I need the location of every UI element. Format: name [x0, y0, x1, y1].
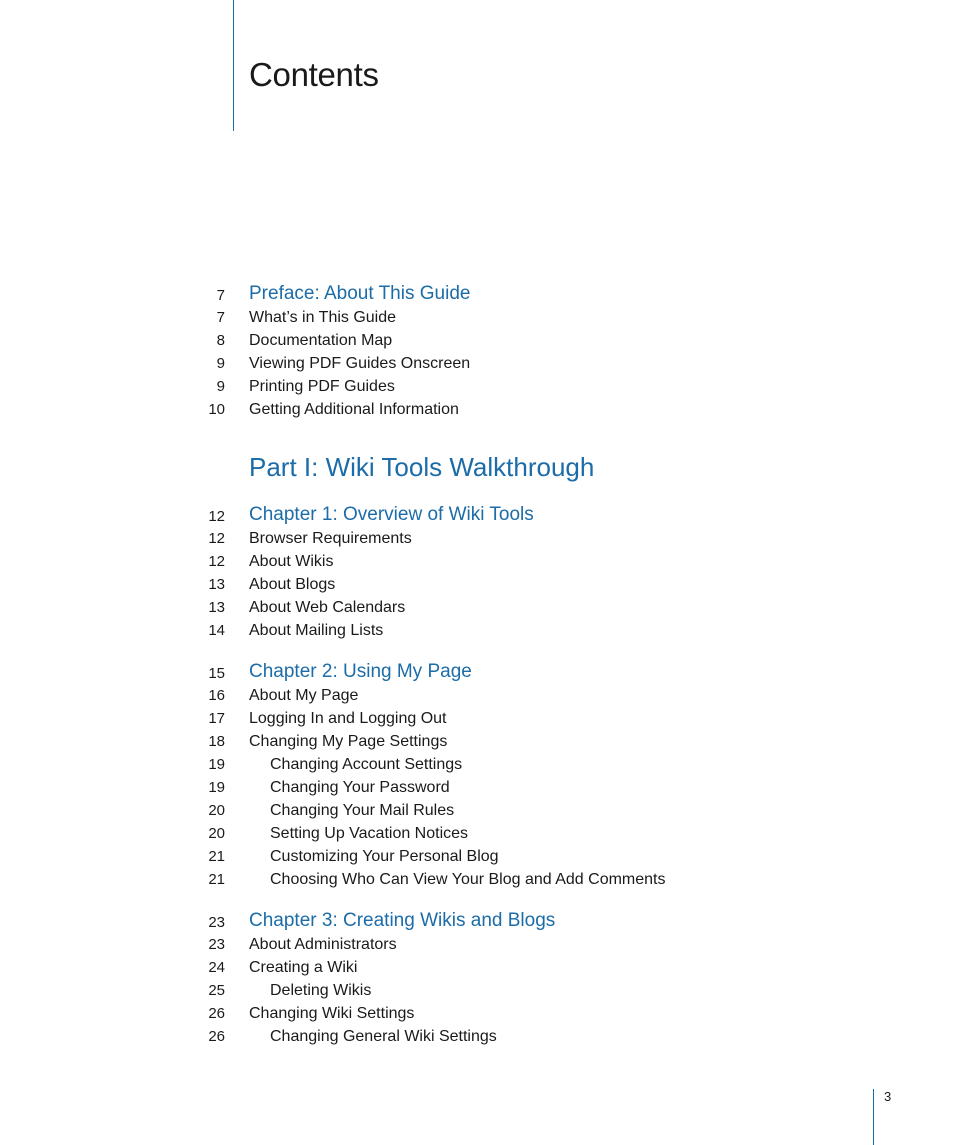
- entry-title: Logging In and Logging Out: [249, 710, 447, 727]
- page-ref: 23: [208, 914, 225, 931]
- entry-title: Browser Requirements: [249, 530, 412, 547]
- page-number: 3: [884, 1089, 892, 1104]
- chapter-title: Chapter 3: Creating Wikis and Blogs: [249, 910, 556, 931]
- chapter-heading[interactable]: [0, 661, 954, 683]
- page-ref: 26: [208, 1005, 225, 1022]
- page-ref: 8: [216, 332, 225, 349]
- page-ref: 7: [216, 287, 225, 304]
- toc-entry[interactable]: [0, 620, 954, 642]
- page-ref: 12: [208, 508, 225, 525]
- toc-entry[interactable]: [0, 597, 954, 619]
- toc-entry[interactable]: [0, 353, 954, 375]
- page-ref: 9: [216, 378, 225, 395]
- toc-entry[interactable]: [0, 934, 954, 956]
- toc-entry[interactable]: [0, 754, 954, 776]
- toc-entry[interactable]: [0, 731, 954, 753]
- toc-entry[interactable]: [0, 528, 954, 550]
- page-ref: 10: [208, 401, 225, 418]
- page-ref: 19: [208, 756, 225, 773]
- page-ref: 9: [216, 355, 225, 372]
- page-title: Contents: [249, 56, 379, 93]
- page-ref: 21: [208, 848, 225, 865]
- page-ref: 20: [208, 802, 225, 819]
- entry-title: Choosing Who Can View Your Blog and Add Comments: [270, 871, 666, 888]
- toc-entry[interactable]: [0, 399, 954, 421]
- entry-title: About Blogs: [249, 576, 336, 593]
- toc-entry[interactable]: [0, 823, 954, 845]
- chapter-title: Chapter 1: Overview of Wiki Tools: [249, 504, 534, 525]
- toc-entry[interactable]: [0, 1026, 954, 1048]
- toc-entry[interactable]: [0, 376, 954, 398]
- entry-title: Printing PDF Guides: [249, 378, 395, 395]
- page-ref: 20: [208, 825, 225, 842]
- entry-title: About Wikis: [249, 553, 334, 570]
- entry-title: About Mailing Lists: [249, 622, 384, 639]
- page-ref: 23: [208, 936, 225, 953]
- page-ref: 25: [208, 982, 225, 999]
- page-ref: 24: [208, 959, 225, 976]
- chapter-heading[interactable]: [0, 283, 954, 305]
- entry-title: Documentation Map: [249, 332, 393, 349]
- entry-title: Changing My Page Settings: [249, 733, 448, 750]
- toc-entry[interactable]: [0, 574, 954, 596]
- page-ref: 18: [208, 733, 225, 750]
- entry-title: Viewing PDF Guides Onscreen: [249, 355, 471, 372]
- page-ref: 26: [208, 1028, 225, 1045]
- toc-entry[interactable]: [0, 957, 954, 979]
- chapter-heading[interactable]: [0, 504, 954, 526]
- toc-entry[interactable]: [0, 846, 954, 868]
- chapter-title: Chapter 2: Using My Page: [249, 661, 472, 682]
- entry-title: About My Page: [249, 687, 359, 704]
- toc-entry[interactable]: [0, 330, 954, 352]
- entry-title: Creating a Wiki: [249, 959, 358, 976]
- toc-entry[interactable]: [0, 685, 954, 707]
- toc-entry[interactable]: [0, 869, 954, 891]
- page-ref: 16: [208, 687, 225, 704]
- entry-title: About Administrators: [249, 936, 397, 953]
- page-ref: 14: [208, 622, 225, 639]
- toc-entry[interactable]: [0, 551, 954, 573]
- toc-entry[interactable]: [0, 800, 954, 822]
- entry-title: Getting Additional Information: [249, 401, 459, 418]
- toc-entry[interactable]: [0, 307, 954, 329]
- entry-title: Customizing Your Personal Blog: [270, 848, 499, 865]
- page-ref: 12: [208, 553, 225, 570]
- page-ref: 19: [208, 779, 225, 796]
- entry-title: Changing Your Password: [270, 779, 450, 796]
- top-vertical-rule: [233, 0, 234, 131]
- entry-title: Changing Account Settings: [270, 756, 463, 773]
- entry-title: Changing General Wiki Settings: [270, 1028, 497, 1045]
- chapter-heading[interactable]: [0, 910, 954, 932]
- page-ref: 15: [208, 665, 225, 682]
- page-ref: 12: [208, 530, 225, 547]
- entry-title: What’s in This Guide: [249, 309, 397, 326]
- toc-entry[interactable]: [0, 1003, 954, 1025]
- entry-title: Deleting Wikis: [270, 982, 372, 999]
- page-ref: 7: [216, 309, 225, 326]
- entry-title: About Web Calendars: [249, 599, 406, 616]
- entry-title: Changing Your Mail Rules: [270, 802, 455, 819]
- page-ref: 13: [208, 576, 225, 593]
- toc-entry[interactable]: [0, 980, 954, 1002]
- toc-entry[interactable]: [0, 708, 954, 730]
- page-ref: 17: [208, 710, 225, 727]
- bottom-vertical-rule: [873, 1089, 874, 1145]
- page-ref: 13: [208, 599, 225, 616]
- toc-entry[interactable]: [0, 777, 954, 799]
- part-title[interactable]: Part I: Wiki Tools Walkthrough: [249, 452, 595, 482]
- entry-title: Changing Wiki Settings: [249, 1005, 415, 1022]
- chapter-title: Preface: About This Guide: [249, 283, 471, 304]
- entry-title: Setting Up Vacation Notices: [270, 825, 469, 842]
- page-ref: 21: [208, 871, 225, 888]
